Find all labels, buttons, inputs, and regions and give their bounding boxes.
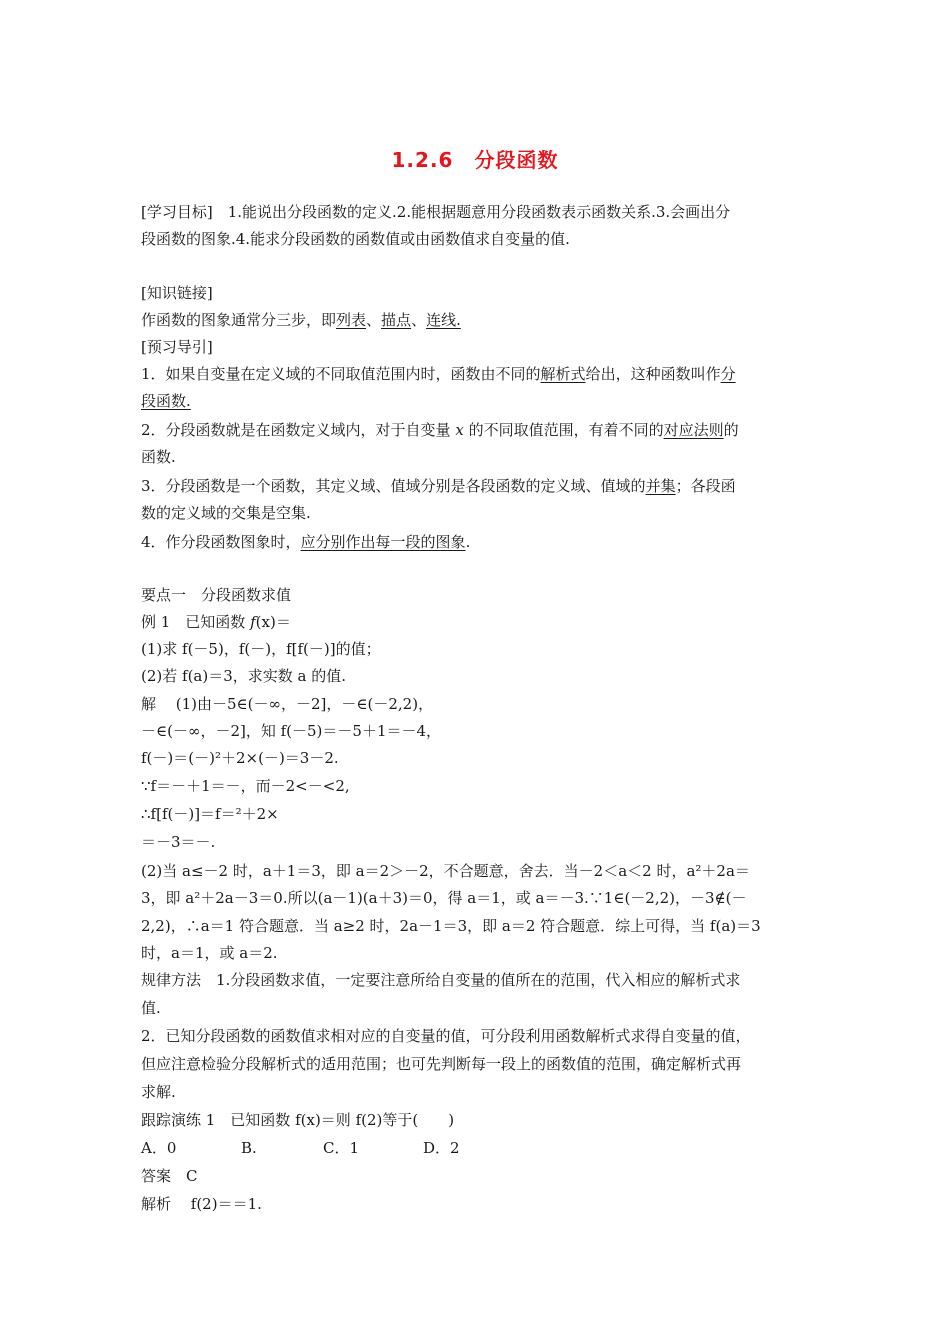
term-list: 列表 <box>336 311 367 329</box>
term-piecewise-cont: 段函数. <box>141 392 191 410</box>
preview-item-4 <box>141 532 821 552</box>
preview-item-2-cont: 函数. <box>141 448 176 466</box>
example1-statement <box>141 612 821 632</box>
option-d: D．2 <box>423 1139 460 1157</box>
solution-line-5: ∴f[f(－)]＝f＝²＋2× <box>141 805 279 823</box>
solution-line-1: 解 (1)由－5∈(－∞，－2]，－∈(－2,2)， <box>141 695 434 713</box>
term-connect: 连线. <box>426 311 461 329</box>
term-draw-each: 应分别作出每一段的图象 <box>300 533 466 551</box>
practice-options <box>141 1138 821 1158</box>
solution-line-7: (2)当 a≤－2 时，a＋1＝3，即 a＝2＞－2，不合题意，舍去．当－2＜a＜2 时，a²＋2a＝ <box>141 862 750 880</box>
preview-item-3-cont: 数的定义域的交集是空集. <box>141 504 311 522</box>
preview-item-2 <box>141 420 821 440</box>
practice-question: 跟踪演练 1 已知函数 f(x)＝则 f(2)等于( ) <box>141 1111 455 1129</box>
text: 的不同取值范围，有着不同的 <box>463 421 664 439</box>
var-x: x <box>455 421 464 439</box>
solution-line-9: 2,2)，∴a＝1 符合题意．当 a≥2 时，2a－1＝3，即 a＝2 符合题意．综上可得，当 f(a)＝3 <box>141 917 761 935</box>
preview-item-1 <box>141 364 821 384</box>
preview-heading: [预习导引] <box>141 338 213 356</box>
text: . <box>465 533 471 551</box>
text: 3．分段函数是一个函数，其定义域、值域分别是各段函数的定义域、值域的 <box>141 477 646 495</box>
knowledge-link-heading: [知识链接] <box>141 284 213 302</box>
term-expression: 解析式 <box>540 365 586 383</box>
solution-line-6: ＝－3＝－. <box>141 833 216 851</box>
point1-heading: 要点一 分段函数求值 <box>141 586 292 604</box>
sep: 、 <box>366 311 382 329</box>
text: (x)＝ <box>255 613 291 631</box>
method-line-3: 2．已知分段函数的函数值求相对应的自变量的值，可分段利用函数解析式求得自变量的值， <box>141 1027 751 1045</box>
option-b: B. <box>241 1139 257 1157</box>
func-f: f <box>250 613 256 631</box>
term-union: 并集 <box>645 477 676 495</box>
answer-line: 答案 C <box>141 1167 198 1185</box>
method-line-1: 规律方法 1.分段函数求值，一定要注意所给自变量的值所在的范围，代入相应的解析式求 <box>141 971 741 989</box>
preview-item-1-cont <box>141 391 821 411</box>
method-line-2: 值. <box>141 999 161 1017</box>
solution-line-2: －∈(－∞，－2]，知 f(－5)＝－5＋1＝－4， <box>141 722 442 740</box>
option-a: A．0 <box>141 1139 177 1157</box>
solution-line-3: f(－)＝(－)²＋2×(－)＝3－2. <box>141 749 339 767</box>
solution-line-8: 3，即 a²＋2a－3＝0.所以(a－1)(a＋3)＝0，得 a＝1，或 a＝－3.∵1∈(－2,2)，－3∉(－ <box>141 889 747 907</box>
text: 给出，这种函数叫作 <box>585 365 721 383</box>
term-piecewise: 分 <box>720 365 736 383</box>
text: 2．分段函数就是在函数定义域内，对于自变量 <box>141 421 456 439</box>
method-line-4: 但应注意检验分段解析式的适用范围；也可先判断每一段上的函数值的范围，确定解析式再 <box>141 1055 742 1073</box>
objectives-line-1: [学习目标] 1.能说出分段函数的定义.2.能根据题意用分段函数表示函数关系.3.会画出分 <box>141 203 731 221</box>
text: 1．如果自变量在定义域的不同取值范围内时，函数由不同的 <box>141 365 541 383</box>
text: 4．作分段函数图象时， <box>141 533 301 551</box>
term-rule: 对应法则 <box>663 421 724 439</box>
objectives-line-2: 段函数的图象.4.能求分段函数的函数值或由函数值求自变量的值. <box>141 230 570 248</box>
preview-item-3 <box>141 476 821 496</box>
knowledge-link-text <box>141 310 821 330</box>
term-plot: 描点 <box>381 311 412 329</box>
page-title: 1.2.6 分段函数 <box>391 148 559 172</box>
text: 的 <box>723 421 739 439</box>
solution-line-10: 时，a＝1，或 a＝2. <box>141 944 278 962</box>
example1-q2: (2)若 f(a)＝3，求实数 a 的值. <box>141 667 347 685</box>
analysis-line: 解析 f(2)＝＝1. <box>141 1195 262 1213</box>
option-c: C．1 <box>323 1139 360 1157</box>
text: 例 1 已知函数 <box>141 613 251 631</box>
text: ；各段函 <box>675 477 736 495</box>
sep: 、 <box>411 311 427 329</box>
link-text-pre: 作函数的图象通常分三步，即 <box>141 311 337 329</box>
solution-line-4: ∵f＝－＋1＝－，而－2<－<2, <box>141 777 350 795</box>
example1-q1: (1)求 f(－5)，f(－)，f[f(－)]的值； <box>141 640 381 658</box>
method-line-5: 求解. <box>141 1083 176 1101</box>
